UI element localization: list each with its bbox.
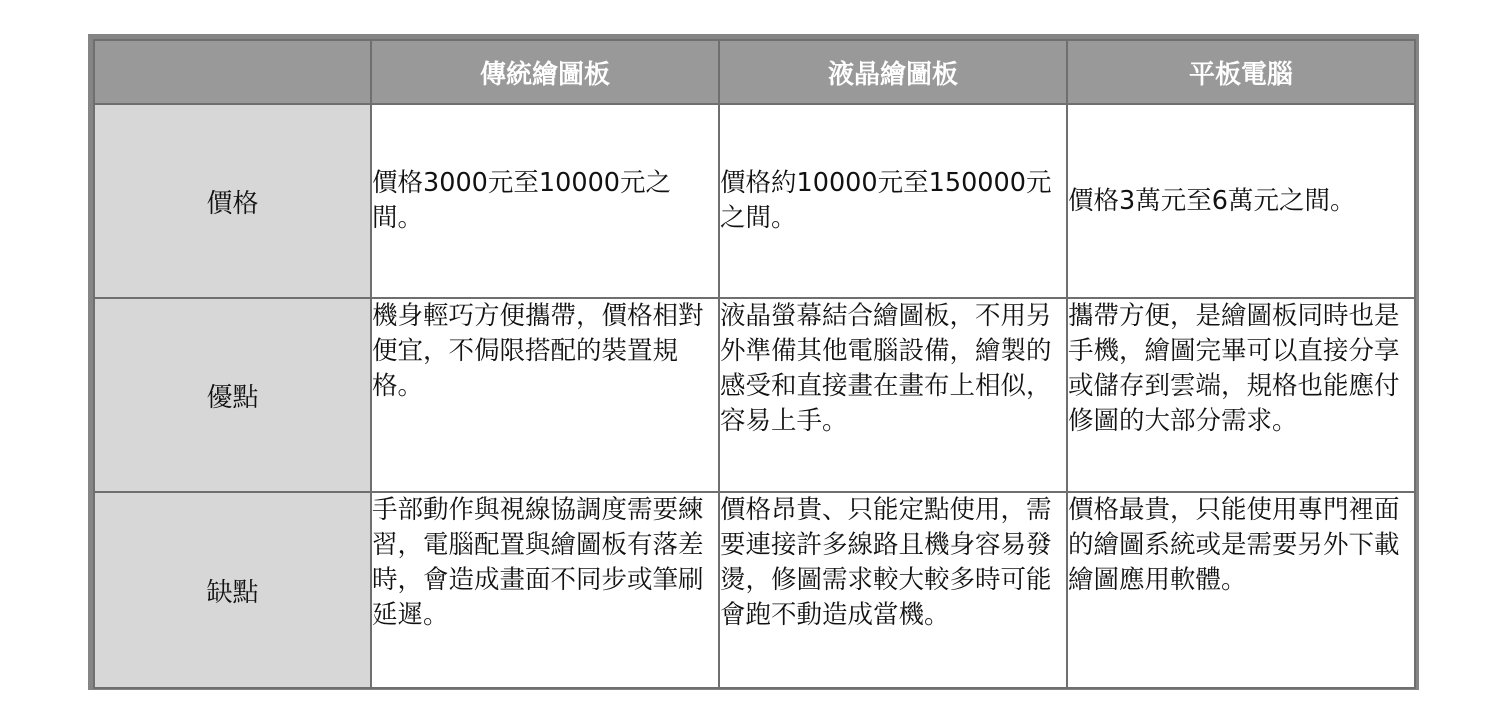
cons-lcd-cell: 價格昂貴、只能定點使用，需要連接許多線路且機身容易發燙，修圖需求較大較多時可能會跑不動造成當機。	[719, 492, 1067, 688]
table-row-pros	[94, 298, 1415, 492]
row-label-price: 價格	[94, 104, 371, 298]
price-traditional-cell: 價格3000元至10000元之間。	[371, 104, 719, 298]
price-lcd-cell: 價格約10000元至150000元之間。	[719, 104, 1067, 298]
comparison-table-frame	[88, 34, 1419, 690]
cons-traditional-cell: 手部動作與視線協調度需要練習，電腦配置與繪圖板有落差時，會造成畫面不同步或筆刷延遲。	[371, 492, 719, 688]
cons-tablet-cell: 價格最貴，只能使用專門裡面的繪圖系統或是需要另外下載繪圖應用軟體。	[1067, 492, 1415, 688]
row-label-pros: 優點	[94, 298, 371, 492]
header-traditional-tablet: 傳統繪圖板	[371, 40, 719, 104]
pros-traditional-cell: 機身輕巧方便攜帶，價格相對便宜，不侷限搭配的裝置規格。	[371, 298, 719, 492]
row-label-cons: 缺點	[94, 492, 371, 688]
table-header-row	[94, 40, 1415, 104]
pros-lcd-cell: 液晶螢幕結合繪圖板，不用另外準備其他電腦設備，繪製的感受和直接畫在畫布上相似，容易上手。	[719, 298, 1067, 492]
table-row-price	[94, 104, 1415, 298]
header-tablet-computer: 平板電腦	[1067, 40, 1415, 104]
table-row-cons	[94, 492, 1415, 688]
price-tablet-cell: 價格3萬元至6萬元之間。	[1067, 104, 1415, 298]
comparison-table	[93, 39, 1416, 689]
header-corner-cell	[94, 40, 371, 104]
header-lcd-tablet: 液晶繪圖板	[719, 40, 1067, 104]
pros-tablet-cell: 攜帶方便，是繪圖板同時也是手機，繪圖完畢可以直接分享或儲存到雲端，規格也能應付修圖的大部分需求。	[1067, 298, 1415, 492]
